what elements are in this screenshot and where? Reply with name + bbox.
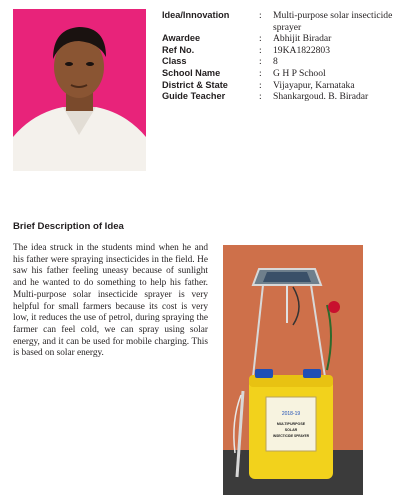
detail-separator: : — [259, 67, 262, 79]
detail-separator: : — [259, 33, 262, 45]
detail-value: 19KA1822803 — [273, 44, 331, 56]
label-year: 2018-19 — [281, 411, 301, 417]
detail-label: Idea/Innovation — [162, 10, 230, 20]
detail-label: Ref No. — [162, 44, 195, 55]
label-line-2: SOLAR — [284, 428, 298, 432]
description-text: The idea struck in the students mind when he and his father were spraying insecticides in the field. He saw his father feeling uneasy because of sunlight and he wanted to do something to help his father. Multi-purpose solar insecticide sprayer is very helpful for small farmers because its cost is very low, it reduces the use of petrol, during spraying the farmer can feel cold, we can spray using solar energy, and it can be used for mobile charging. This is based on solar energy. — [13, 243, 208, 359]
detail-label: Guide Teacher — [162, 91, 226, 102]
detail-value: Shankargoud. B. Biradar — [273, 91, 369, 103]
detail-label: School Name — [162, 67, 221, 78]
detail-row-class — [162, 56, 407, 68]
detail-row-ref-no — [162, 45, 407, 57]
detail-value: Vijayapur, Karnataka — [273, 79, 355, 91]
detail-separator: : — [259, 79, 262, 91]
description-heading: Brief Description of Idea — [13, 221, 124, 232]
detail-row-idea — [162, 10, 407, 33]
sprayer-photo — [223, 245, 363, 495]
detail-separator: : — [259, 44, 262, 56]
detail-row-district — [162, 80, 407, 92]
detail-row-school — [162, 68, 407, 80]
label-line-1: MULTIPURPOSE — [276, 422, 306, 426]
detail-separator: : — [259, 10, 262, 21]
detail-value: 8 — [273, 56, 278, 68]
detail-value: G H P School — [273, 67, 326, 79]
detail-separator: : — [259, 56, 262, 68]
label-line-3: INSECTICIDE SPRAYER — [272, 434, 310, 438]
detail-label: Awardee — [162, 33, 201, 44]
detail-label: District & State — [162, 79, 228, 90]
detail-row-guide — [162, 91, 407, 103]
detail-separator: : — [259, 91, 262, 103]
detail-label: Class — [162, 56, 187, 67]
awardee-portrait — [13, 9, 146, 171]
detail-value: Multi-purpose solar insecticide sprayer — [273, 10, 393, 33]
detail-row-awardee — [162, 33, 407, 45]
awardee-details — [162, 10, 407, 103]
detail-value: Abhijit Biradar — [273, 33, 332, 45]
